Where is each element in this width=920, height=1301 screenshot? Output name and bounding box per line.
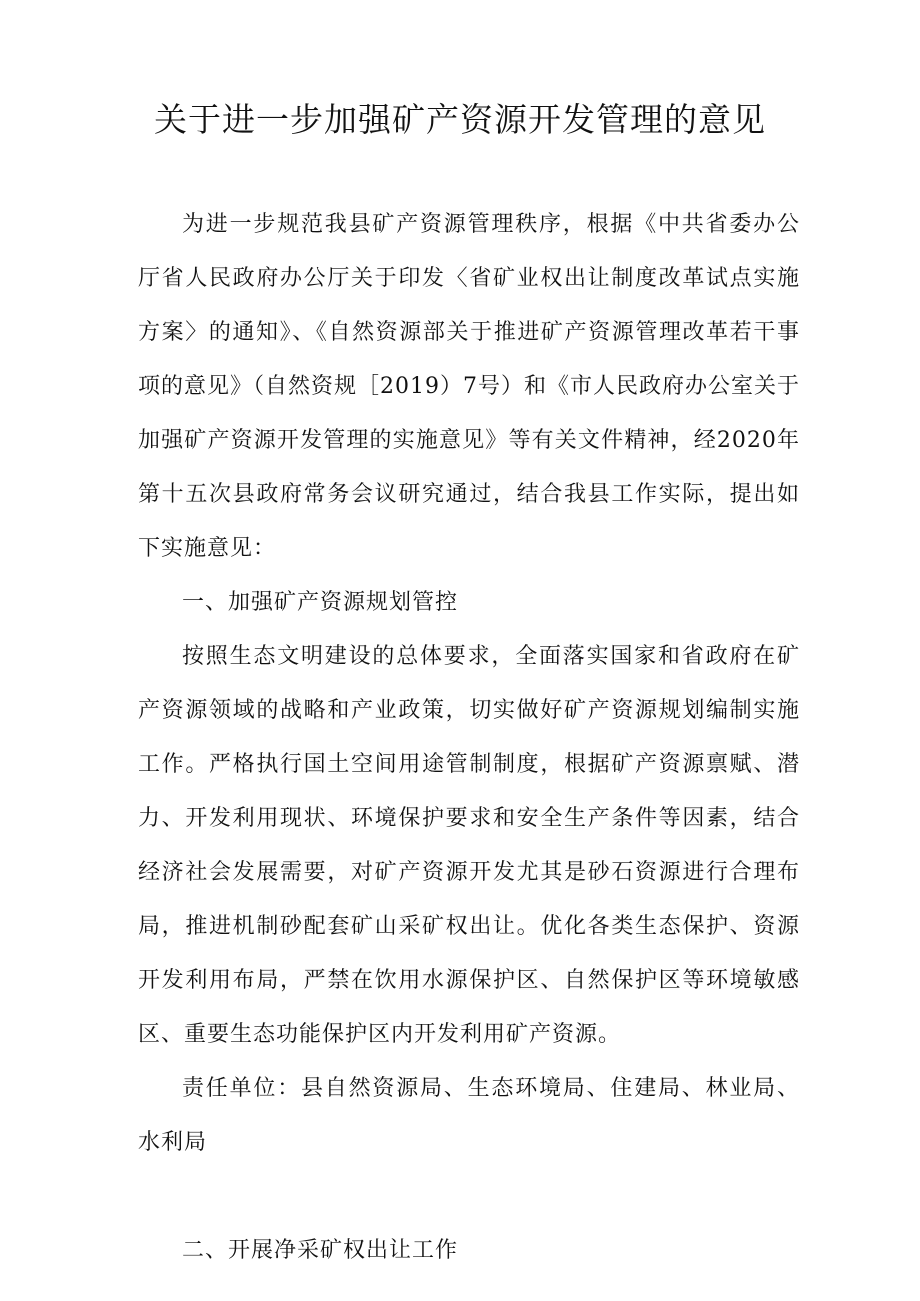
document-body [138, 198, 800, 1278]
section-1-responsibility: 责任单位：县自然资源局、生态环境局、住建局、林业局、水利局 [138, 1076, 800, 1155]
intro-paragraph: 为进一步规范我县矿产资源管理秩序，根据《中共省委办公厅省人民政府办公厅关于印发〈省矿业权出让制度改革试点实施方案〉的通知》、《自然资源部关于推进矿产资源管理改革若干事项的意见》（自然资规［2019）7号）和《市人民政府办公室关于加强矿产资源开发管理的实施意见》等有关文件精神，经2020年第十五次县政府常务会议研究通过，结合我县工作实际，提出如下实施意见： [138, 212, 800, 561]
document-title: 关于进一步加强矿产资源开发管理的意见 [154, 100, 766, 139]
section-2-heading: 二、开展净采矿权出让工作 [182, 1238, 459, 1263]
section-1-paragraph: 按照生态文明建设的总体要求，全面落实国家和省政府在矿产资源领域的战略和产业政策，切实做好矿产资源规划编制实施工作。严格执行国土空间用途管制制度，根据矿产资源禀赋、潜力、开发利用现状、环境保护要求和安全生产条件等因素，结合经济社会发展需要，对矿产资源开发尤其是砂石资源进行合理布局，推进机制砂配套矿山采矿权出让。优化各类生态保护、资源开发利用布局，严禁在饮用水源保护区、自然保护区等环境敏感区、重要生态功能保护区内开发利用矿产资源。 [138, 644, 800, 1047]
section-1-heading: 一、加强矿产资源规划管控 [182, 590, 459, 615]
